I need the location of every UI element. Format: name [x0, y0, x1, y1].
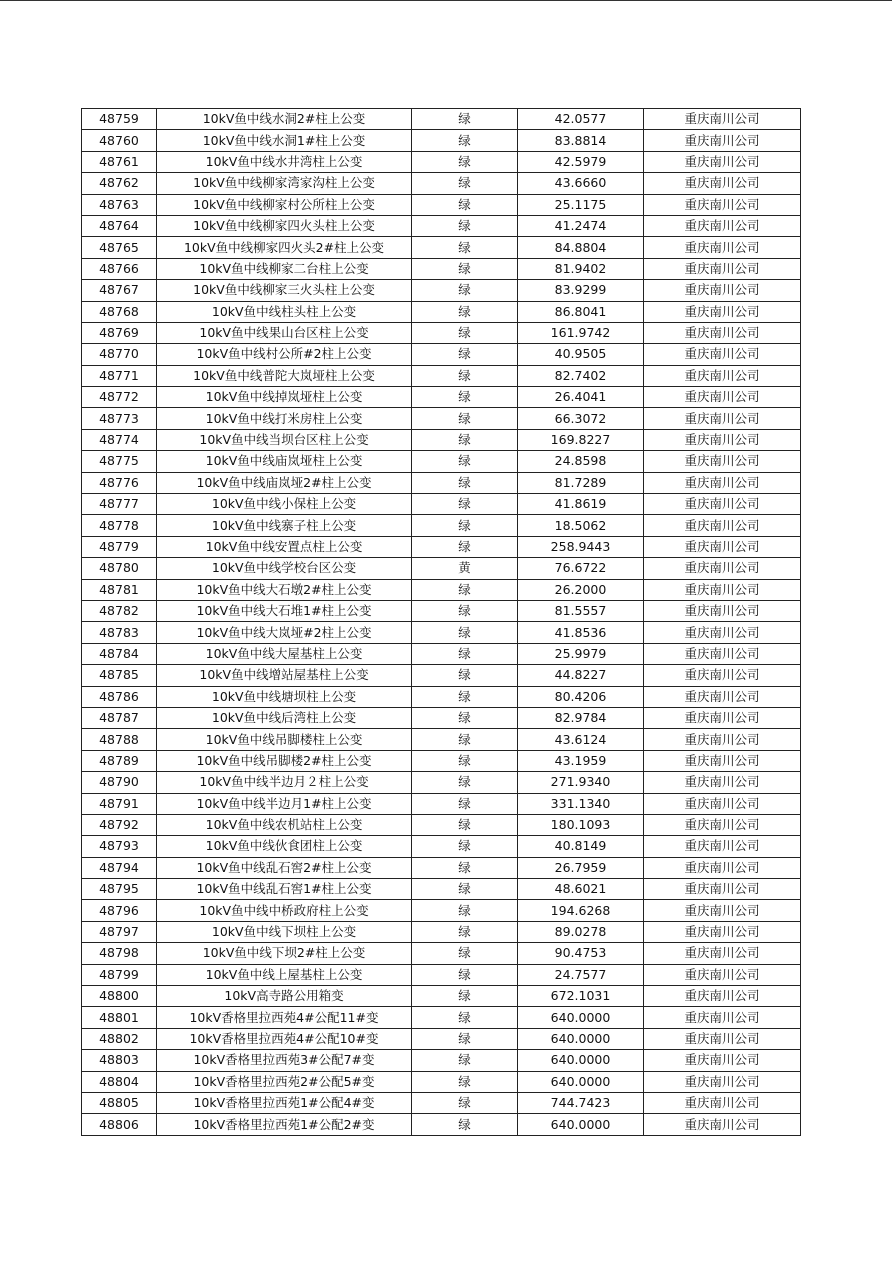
cell-name: 10kV鱼中线下坝2#柱上公变: [157, 943, 412, 964]
table-row: [82, 237, 801, 258]
cell-id: 48801: [82, 1007, 157, 1028]
table-row: [82, 772, 801, 793]
table-row: [82, 194, 801, 215]
cell-value: 640.0000: [518, 1071, 644, 1092]
cell-name: 10kV鱼中线吊脚楼柱上公变: [157, 729, 412, 750]
cell-value: 40.9505: [518, 344, 644, 365]
cell-status: 绿: [412, 237, 518, 258]
cell-status: 绿: [412, 686, 518, 707]
cell-name: 10kV香格里拉西苑4#公配11#变: [157, 1007, 412, 1028]
cell-status: 绿: [412, 109, 518, 130]
cell-company: 重庆南川公司: [644, 344, 801, 365]
cell-value: 43.6124: [518, 729, 644, 750]
cell-status: 绿: [412, 665, 518, 686]
table-row: [82, 900, 801, 921]
cell-id: 48778: [82, 515, 157, 536]
cell-status: 绿: [412, 130, 518, 151]
cell-value: 18.5062: [518, 515, 644, 536]
cell-status: 绿: [412, 408, 518, 429]
cell-company: 重庆南川公司: [644, 665, 801, 686]
cell-company: 重庆南川公司: [644, 943, 801, 964]
cell-value: 161.9742: [518, 322, 644, 343]
cell-id: 48793: [82, 836, 157, 857]
cell-status: 绿: [412, 986, 518, 1007]
table-row: [82, 536, 801, 557]
cell-status: 绿: [412, 258, 518, 279]
page-top-border: [0, 0, 892, 1]
cell-company: 重庆南川公司: [644, 558, 801, 579]
cell-value: 672.1031: [518, 986, 644, 1007]
cell-id: 48790: [82, 772, 157, 793]
cell-status: 绿: [412, 622, 518, 643]
cell-status: 绿: [412, 1071, 518, 1092]
cell-company: 重庆南川公司: [644, 686, 801, 707]
table-row: [82, 921, 801, 942]
cell-status: 绿: [412, 451, 518, 472]
cell-status: 绿: [412, 793, 518, 814]
cell-company: 重庆南川公司: [644, 643, 801, 664]
cell-name: 10kV鱼中线大岚垭#2柱上公变: [157, 622, 412, 643]
cell-name: 10kV鱼中线安置点柱上公变: [157, 536, 412, 557]
cell-id: 48803: [82, 1050, 157, 1071]
cell-name: 10kV鱼中线小保柱上公变: [157, 494, 412, 515]
cell-status: 绿: [412, 600, 518, 621]
cell-id: 48804: [82, 1071, 157, 1092]
cell-id: 48788: [82, 729, 157, 750]
table-row: [82, 173, 801, 194]
cell-id: 48806: [82, 1114, 157, 1135]
cell-company: 重庆南川公司: [644, 772, 801, 793]
table-row: [82, 151, 801, 172]
table-row: [82, 1092, 801, 1113]
cell-value: 83.8814: [518, 130, 644, 151]
table-row: [82, 579, 801, 600]
table-row: [82, 879, 801, 900]
cell-id: 48759: [82, 109, 157, 130]
table-row: [82, 344, 801, 365]
cell-id: 48766: [82, 258, 157, 279]
cell-status: 绿: [412, 280, 518, 301]
table-row: [82, 750, 801, 771]
cell-company: 重庆南川公司: [644, 622, 801, 643]
cell-id: 48787: [82, 707, 157, 728]
table-row: [82, 686, 801, 707]
cell-company: 重庆南川公司: [644, 707, 801, 728]
cell-name: 10kV鱼中线打米房柱上公变: [157, 408, 412, 429]
cell-name: 10kV鱼中线柱头柱上公变: [157, 301, 412, 322]
cell-value: 81.7289: [518, 472, 644, 493]
cell-status: 绿: [412, 729, 518, 750]
cell-id: 48802: [82, 1028, 157, 1049]
cell-company: 重庆南川公司: [644, 494, 801, 515]
table-row: [82, 472, 801, 493]
cell-name: 10kV鱼中线上屋基柱上公变: [157, 964, 412, 985]
cell-value: 81.5557: [518, 600, 644, 621]
cell-status: 绿: [412, 836, 518, 857]
cell-value: 48.6021: [518, 879, 644, 900]
cell-value: 169.8227: [518, 429, 644, 450]
cell-status: 绿: [412, 1028, 518, 1049]
cell-value: 41.8619: [518, 494, 644, 515]
cell-value: 80.4206: [518, 686, 644, 707]
table-row: [82, 814, 801, 835]
cell-company: 重庆南川公司: [644, 194, 801, 215]
cell-company: 重庆南川公司: [644, 429, 801, 450]
cell-id: 48763: [82, 194, 157, 215]
cell-id: 48791: [82, 793, 157, 814]
table-row: [82, 408, 801, 429]
cell-id: 48768: [82, 301, 157, 322]
table-row: [82, 857, 801, 878]
cell-id: 48782: [82, 600, 157, 621]
cell-value: 82.7402: [518, 365, 644, 386]
cell-company: 重庆南川公司: [644, 151, 801, 172]
cell-name: 10kV香格里拉西苑2#公配5#变: [157, 1071, 412, 1092]
cell-name: 10kV鱼中线寨子柱上公变: [157, 515, 412, 536]
cell-company: 重庆南川公司: [644, 301, 801, 322]
cell-value: 640.0000: [518, 1114, 644, 1135]
cell-value: 84.8804: [518, 237, 644, 258]
cell-status: 绿: [412, 879, 518, 900]
cell-id: 48769: [82, 322, 157, 343]
cell-status: 绿: [412, 707, 518, 728]
table-row: [82, 451, 801, 472]
cell-id: 48797: [82, 921, 157, 942]
table-row: [82, 215, 801, 236]
cell-id: 48776: [82, 472, 157, 493]
cell-name: 10kV鱼中线柳家湾家沟柱上公变: [157, 173, 412, 194]
cell-name: 10kV高寺路公用箱变: [157, 986, 412, 1007]
cell-value: 42.0577: [518, 109, 644, 130]
cell-status: 绿: [412, 194, 518, 215]
table-body: [82, 109, 801, 1136]
cell-value: 25.1175: [518, 194, 644, 215]
cell-name: 10kV鱼中线水井湾柱上公变: [157, 151, 412, 172]
cell-id: 48785: [82, 665, 157, 686]
cell-id: 48772: [82, 387, 157, 408]
cell-company: 重庆南川公司: [644, 857, 801, 878]
cell-id: 48798: [82, 943, 157, 964]
cell-name: 10kV鱼中线大石墩2#柱上公变: [157, 579, 412, 600]
table-row: [82, 1071, 801, 1092]
cell-name: 10kV鱼中线半边月1#柱上公变: [157, 793, 412, 814]
cell-value: 41.8536: [518, 622, 644, 643]
cell-id: 48786: [82, 686, 157, 707]
cell-name: 10kV鱼中线学校台区公变: [157, 558, 412, 579]
cell-company: 重庆南川公司: [644, 986, 801, 1007]
cell-id: 48777: [82, 494, 157, 515]
cell-status: 绿: [412, 365, 518, 386]
cell-id: 48770: [82, 344, 157, 365]
cell-status: 绿: [412, 1007, 518, 1028]
cell-company: 重庆南川公司: [644, 579, 801, 600]
cell-value: 82.9784: [518, 707, 644, 728]
cell-company: 重庆南川公司: [644, 900, 801, 921]
cell-value: 83.9299: [518, 280, 644, 301]
cell-value: 258.9443: [518, 536, 644, 557]
cell-status: 绿: [412, 964, 518, 985]
cell-company: 重庆南川公司: [644, 836, 801, 857]
cell-company: 重庆南川公司: [644, 387, 801, 408]
cell-name: 10kV鱼中线下坝柱上公变: [157, 921, 412, 942]
cell-id: 48774: [82, 429, 157, 450]
cell-company: 重庆南川公司: [644, 1050, 801, 1071]
table-row: [82, 322, 801, 343]
cell-status: 绿: [412, 344, 518, 365]
table-row: [82, 1114, 801, 1135]
cell-id: 48761: [82, 151, 157, 172]
cell-name: 10kV鱼中线水洞1#柱上公变: [157, 130, 412, 151]
cell-name: 10kV鱼中线农机站柱上公变: [157, 814, 412, 835]
cell-value: 194.6268: [518, 900, 644, 921]
table-row: [82, 1050, 801, 1071]
cell-name: 10kV鱼中线柳家二台柱上公变: [157, 258, 412, 279]
cell-name: 10kV鱼中线伙食团柱上公变: [157, 836, 412, 857]
cell-value: 26.4041: [518, 387, 644, 408]
cell-company: 重庆南川公司: [644, 130, 801, 151]
cell-status: 绿: [412, 1050, 518, 1071]
cell-id: 48775: [82, 451, 157, 472]
cell-company: 重庆南川公司: [644, 750, 801, 771]
cell-id: 48796: [82, 900, 157, 921]
table-row: [82, 387, 801, 408]
cell-value: 42.5979: [518, 151, 644, 172]
cell-company: 重庆南川公司: [644, 1071, 801, 1092]
cell-id: 48762: [82, 173, 157, 194]
cell-value: 640.0000: [518, 1050, 644, 1071]
cell-value: 744.7423: [518, 1092, 644, 1113]
cell-value: 81.9402: [518, 258, 644, 279]
cell-value: 26.2000: [518, 579, 644, 600]
cell-name: 10kV鱼中线大屋基柱上公变: [157, 643, 412, 664]
table-row: [82, 943, 801, 964]
cell-name: 10kV鱼中线果山台区柱上公变: [157, 322, 412, 343]
cell-value: 26.7959: [518, 857, 644, 878]
cell-value: 86.8041: [518, 301, 644, 322]
cell-status: 绿: [412, 1114, 518, 1135]
cell-id: 48792: [82, 814, 157, 835]
table-row: [82, 793, 801, 814]
table-row: [82, 622, 801, 643]
cell-name: 10kV香格里拉西苑1#公配4#变: [157, 1092, 412, 1113]
table-row: [82, 729, 801, 750]
table-row: [82, 836, 801, 857]
cell-id: 48781: [82, 579, 157, 600]
table-row: [82, 109, 801, 130]
cell-status: 绿: [412, 772, 518, 793]
table-row: [82, 280, 801, 301]
cell-name: 10kV鱼中线普陀大岚垭柱上公变: [157, 365, 412, 386]
table-row: [82, 558, 801, 579]
table-row: [82, 986, 801, 1007]
cell-value: 66.3072: [518, 408, 644, 429]
cell-name: 10kV鱼中线中桥政府柱上公变: [157, 900, 412, 921]
cell-name: 10kV鱼中线大石堆1#柱上公变: [157, 600, 412, 621]
cell-status: 绿: [412, 579, 518, 600]
cell-company: 重庆南川公司: [644, 536, 801, 557]
table-row: [82, 643, 801, 664]
cell-id: 48765: [82, 237, 157, 258]
cell-company: 重庆南川公司: [644, 1007, 801, 1028]
cell-status: 绿: [412, 387, 518, 408]
cell-status: 绿: [412, 1092, 518, 1113]
cell-company: 重庆南川公司: [644, 215, 801, 236]
cell-name: 10kV鱼中线当坝台区柱上公变: [157, 429, 412, 450]
cell-value: 43.1959: [518, 750, 644, 771]
cell-value: 180.1093: [518, 814, 644, 835]
cell-id: 48779: [82, 536, 157, 557]
cell-status: 绿: [412, 515, 518, 536]
cell-status: 绿: [412, 814, 518, 835]
cell-status: 黄: [412, 558, 518, 579]
cell-id: 48773: [82, 408, 157, 429]
table-row: [82, 301, 801, 322]
cell-company: 重庆南川公司: [644, 258, 801, 279]
cell-value: 640.0000: [518, 1007, 644, 1028]
cell-value: 89.0278: [518, 921, 644, 942]
cell-name: 10kV鱼中线庙岚垭柱上公变: [157, 451, 412, 472]
cell-company: 重庆南川公司: [644, 964, 801, 985]
cell-value: 43.6660: [518, 173, 644, 194]
cell-name: 10kV鱼中线柳家四火头柱上公变: [157, 215, 412, 236]
cell-company: 重庆南川公司: [644, 814, 801, 835]
cell-company: 重庆南川公司: [644, 921, 801, 942]
cell-status: 绿: [412, 215, 518, 236]
cell-status: 绿: [412, 429, 518, 450]
table-row: [82, 964, 801, 985]
cell-name: 10kV香格里拉西苑3#公配7#变: [157, 1050, 412, 1071]
cell-company: 重庆南川公司: [644, 879, 801, 900]
cell-company: 重庆南川公司: [644, 793, 801, 814]
cell-company: 重庆南川公司: [644, 408, 801, 429]
table-row: [82, 494, 801, 515]
cell-status: 绿: [412, 857, 518, 878]
cell-name: 10kV鱼中线掉岚垭柱上公变: [157, 387, 412, 408]
cell-company: 重庆南川公司: [644, 322, 801, 343]
transformer-table: [81, 108, 801, 1136]
table-row: [82, 258, 801, 279]
cell-company: 重庆南川公司: [644, 1114, 801, 1135]
cell-value: 44.8227: [518, 665, 644, 686]
cell-company: 重庆南川公司: [644, 365, 801, 386]
cell-name: 10kV鱼中线柳家三火头柱上公变: [157, 280, 412, 301]
cell-name: 10kV鱼中线水洞2#柱上公变: [157, 109, 412, 130]
cell-name: 10kV鱼中线村公所#2柱上公变: [157, 344, 412, 365]
cell-value: 24.8598: [518, 451, 644, 472]
cell-name: 10kV香格里拉西苑4#公配10#变: [157, 1028, 412, 1049]
cell-id: 48784: [82, 643, 157, 664]
cell-status: 绿: [412, 921, 518, 942]
cell-status: 绿: [412, 900, 518, 921]
cell-value: 40.8149: [518, 836, 644, 857]
cell-company: 重庆南川公司: [644, 729, 801, 750]
cell-value: 24.7577: [518, 964, 644, 985]
cell-status: 绿: [412, 173, 518, 194]
cell-id: 48789: [82, 750, 157, 771]
cell-id: 48794: [82, 857, 157, 878]
cell-status: 绿: [412, 301, 518, 322]
cell-company: 重庆南川公司: [644, 109, 801, 130]
cell-name: 10kV鱼中线后湾柱上公变: [157, 707, 412, 728]
cell-name: 10kV鱼中线庙岚垭2#柱上公变: [157, 472, 412, 493]
cell-status: 绿: [412, 536, 518, 557]
cell-name: 10kV鱼中线乱石窖1#柱上公变: [157, 879, 412, 900]
cell-id: 48800: [82, 986, 157, 1007]
cell-name: 10kV鱼中线增站屋基柱上公变: [157, 665, 412, 686]
cell-company: 重庆南川公司: [644, 451, 801, 472]
cell-id: 48760: [82, 130, 157, 151]
cell-id: 48805: [82, 1092, 157, 1113]
cell-name: 10kV鱼中线柳家四火头2#柱上公变: [157, 237, 412, 258]
cell-company: 重庆南川公司: [644, 600, 801, 621]
table-row: [82, 365, 801, 386]
cell-company: 重庆南川公司: [644, 237, 801, 258]
cell-id: 48783: [82, 622, 157, 643]
cell-name: 10kV鱼中线半边月２柱上公变: [157, 772, 412, 793]
cell-value: 41.2474: [518, 215, 644, 236]
cell-name: 10kV鱼中线乱石窖2#柱上公变: [157, 857, 412, 878]
cell-status: 绿: [412, 322, 518, 343]
cell-id: 48780: [82, 558, 157, 579]
cell-status: 绿: [412, 643, 518, 664]
cell-status: 绿: [412, 494, 518, 515]
cell-value: 271.9340: [518, 772, 644, 793]
cell-name: 10kV鱼中线塘坝柱上公变: [157, 686, 412, 707]
cell-company: 重庆南川公司: [644, 173, 801, 194]
cell-company: 重庆南川公司: [644, 472, 801, 493]
cell-status: 绿: [412, 472, 518, 493]
cell-id: 48764: [82, 215, 157, 236]
table-row: [82, 515, 801, 536]
table-row: [82, 665, 801, 686]
table-row: [82, 429, 801, 450]
table-row: [82, 1007, 801, 1028]
cell-value: 331.1340: [518, 793, 644, 814]
table-row: [82, 707, 801, 728]
cell-name: 10kV鱼中线吊脚楼2#柱上公变: [157, 750, 412, 771]
cell-name: 10kV鱼中线柳家村公所柱上公变: [157, 194, 412, 215]
cell-id: 48795: [82, 879, 157, 900]
table-row: [82, 130, 801, 151]
cell-value: 90.4753: [518, 943, 644, 964]
cell-company: 重庆南川公司: [644, 515, 801, 536]
cell-company: 重庆南川公司: [644, 1028, 801, 1049]
cell-value: 76.6722: [518, 558, 644, 579]
cell-name: 10kV香格里拉西苑1#公配2#变: [157, 1114, 412, 1135]
table-row: [82, 1028, 801, 1049]
cell-company: 重庆南川公司: [644, 280, 801, 301]
table-row: [82, 600, 801, 621]
cell-id: 48767: [82, 280, 157, 301]
cell-value: 25.9979: [518, 643, 644, 664]
cell-value: 640.0000: [518, 1028, 644, 1049]
cell-id: 48799: [82, 964, 157, 985]
cell-status: 绿: [412, 943, 518, 964]
cell-company: 重庆南川公司: [644, 1092, 801, 1113]
cell-status: 绿: [412, 750, 518, 771]
cell-status: 绿: [412, 151, 518, 172]
cell-id: 48771: [82, 365, 157, 386]
